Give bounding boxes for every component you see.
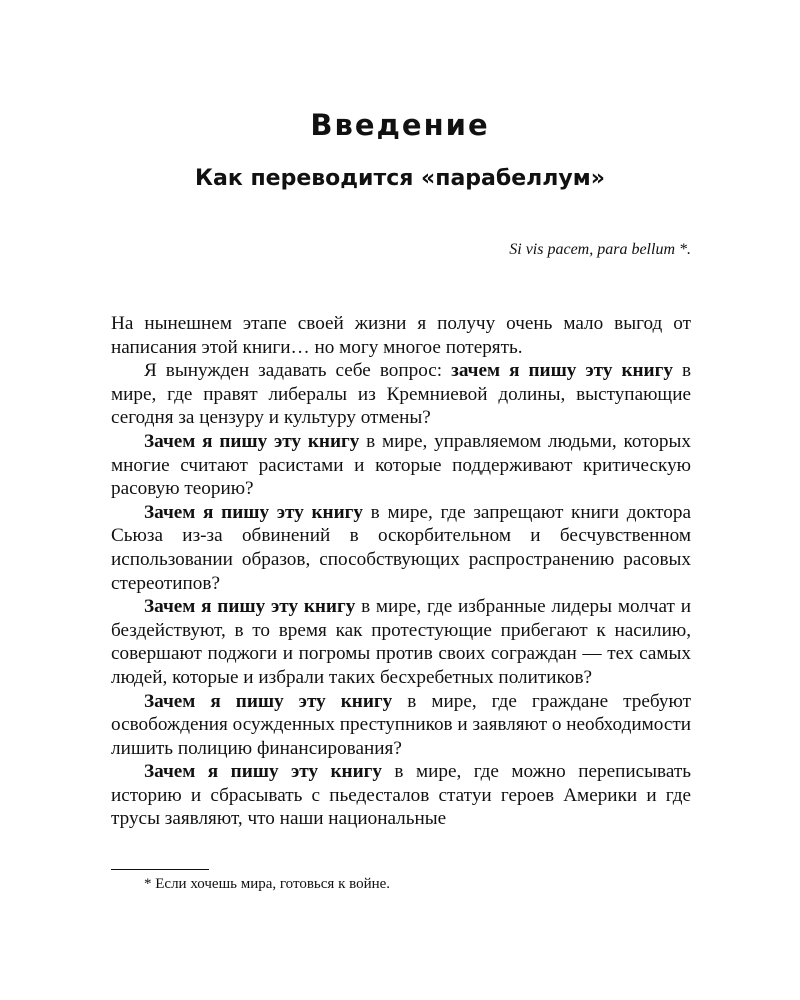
paragraph-lead: зачем я пишу эту книгу [451, 360, 673, 382]
paragraph-pre: Я вынужден задавать себе вопрос: [144, 360, 452, 382]
paragraph-text: На нынешнем этапе своей жизни я получу очень мало выгод от написания этой книги… но могу многое потерять. [111, 313, 691, 358]
paragraph-4 [111, 501, 691, 595]
footnote-divider [111, 869, 209, 870]
paragraph-lead: Зачем я пишу эту книгу [144, 501, 363, 523]
paragraph-1 [111, 312, 691, 359]
epigraph: Si vis pacem, para bellum *. [509, 241, 691, 258]
paragraph-text: в мире, управляемом людьми, которых многие считают расистами и которые поддерживают критическую расовую теорию? [111, 430, 691, 500]
paragraph-text: в мире, где запрещают книги доктора Сьюза из-за обвинений в оскорбительном и бесчувственном использовании образов, способствующих распространению расовых стереотипов? [111, 501, 691, 594]
paragraph-6 [111, 690, 691, 761]
paragraph-lead: Зачем я пишу эту книгу [144, 430, 360, 452]
paragraph-lead: Зачем я пишу эту книгу [144, 596, 356, 618]
paragraph-lead: Зачем я пишу эту книгу [144, 761, 382, 783]
chapter-title: Введение [310, 108, 490, 142]
paragraph-3 [111, 430, 691, 501]
paragraph-text: в мире, где можно переписывать историю и сбрасывать с пьедесталов статуи героев Америки и где трусы заявляют, что наши национальные [111, 761, 691, 830]
paragraph-text: в мире, где граждане требуют освобождения осужденных преступников и заявляют о необходимости лишить полицию финансирования? [111, 690, 691, 759]
paragraph-2 [111, 359, 691, 430]
chapter-subtitle: Как переводится «парабеллум» [195, 166, 605, 191]
paragraph-7 [111, 760, 691, 831]
paragraph-lead: Зачем я пишу эту книгу [144, 690, 393, 712]
paragraph-5 [111, 595, 691, 689]
footnote: * Если хочешь мира, готовься к войне. [144, 876, 391, 892]
paragraph-text: в мире, где правят либералы из Кремниевой долины, выступающие сегодня за цензуру и культуру отмены? [111, 360, 692, 429]
body-text [111, 312, 691, 831]
paragraph-text: в мире, где избранные лидеры молчат и бездействуют, в то время как протестующие прибегают к насилию, совершают поджоги и погромы против своих сограждан — тех самых людей, которые и избрали таких бесхребетных политиков? [111, 596, 691, 688]
